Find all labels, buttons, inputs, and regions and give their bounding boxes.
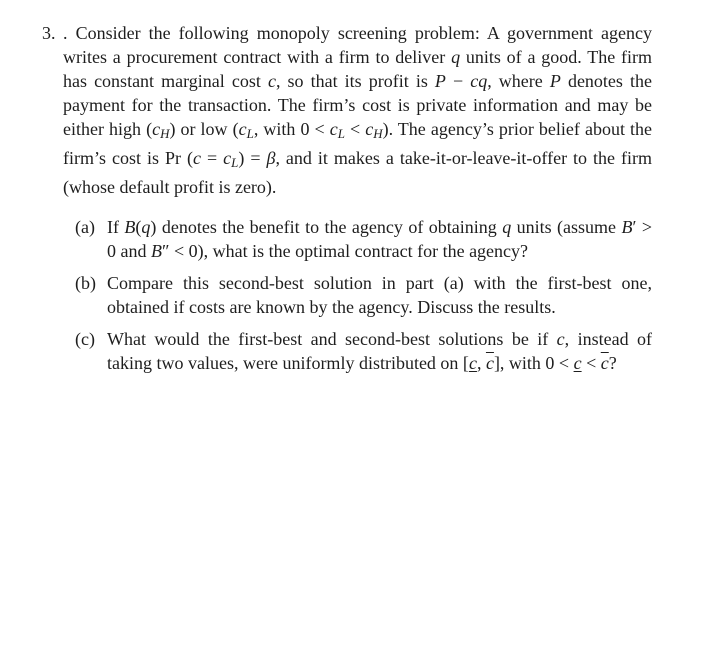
part-a [75,215,652,263]
part-c-label: (c) [75,329,95,350]
part-c [75,327,652,375]
part-a-text: If B(q) denotes the benefit to the agency of obtaining q units (assume B′ > 0 and B″ < 0), what is the optimal contract for the agency? [107,217,652,262]
part-c-text: What would the first-best and second-best solutions be if c, instead of taking two values, were uniformly distributed on [c, $\overline{c}$], with $0 < c < \overline{c}$? [107,329,652,374]
part-a-label: (a) [75,217,95,238]
problem-number: 3. [42,23,56,43]
part-b-text: Compare this second-best solution in part (a) with the first-best one, obtained if costs are known by the agency. Discuss the results. [107,273,652,318]
part-b [75,271,652,319]
problem-parts-list [42,215,652,375]
problem-statement [42,21,652,199]
problem-intro-paragraph: . Consider the following monopoly screening problem: A government agency writes a procurement contract with a firm to deliver q units of a good. The firm has constant marginal cost c, so that its profit is P − cq, where P denotes the payment for the transaction. The firm’s cost is private information and may be either high (cH) or low (cL, with 0 < cL < cH). The agency’s prior belief about the firm’s cost is Pr (c = cL) = β, and it makes a take-it-or-leave-it-offer to the firm (whose default profit is zero). [63,23,653,198]
part-b-label: (b) [75,273,96,294]
